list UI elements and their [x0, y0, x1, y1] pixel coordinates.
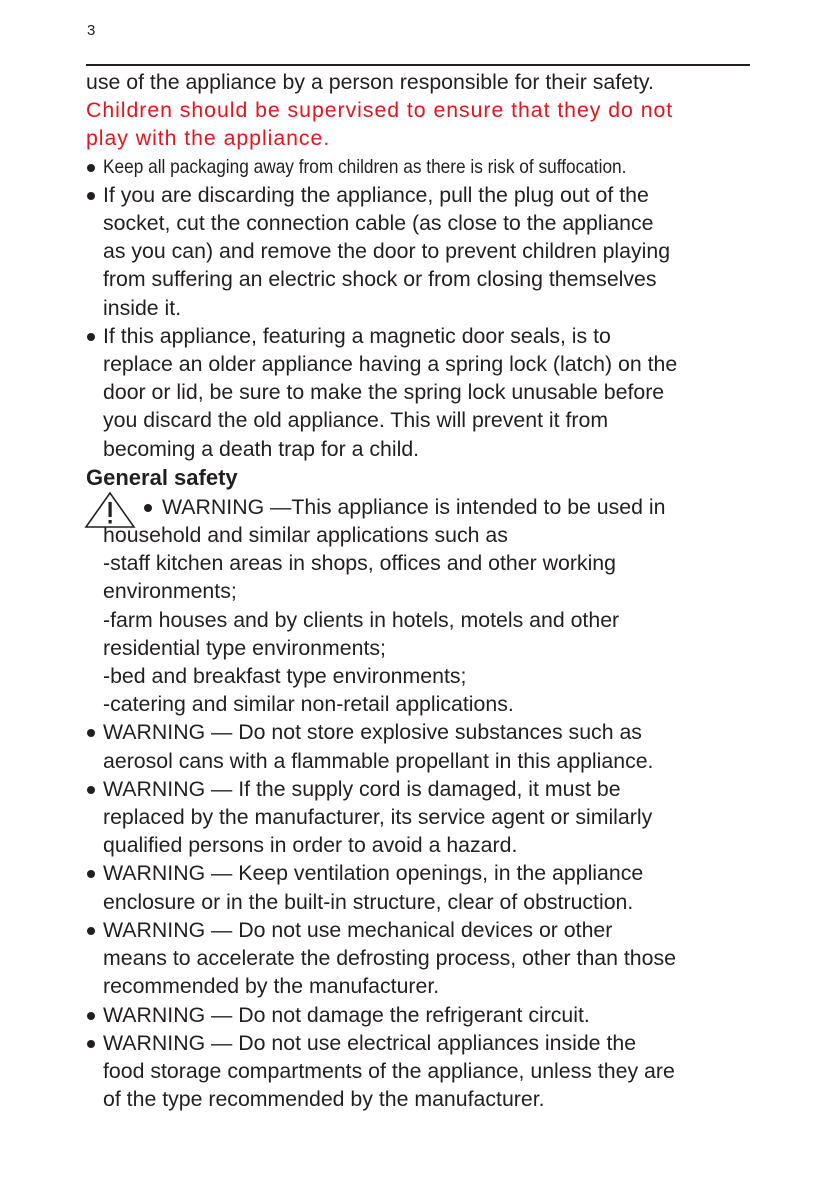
bullet-packaging: [86, 153, 758, 181]
document-body: [86, 68, 758, 1113]
warning-supply-cord: [86, 775, 758, 860]
warning-line: aerosol cans with a flammable propellant in this appliance.: [103, 748, 654, 773]
warning-line: food storage compartments of the appliance, unless they are: [103, 1058, 675, 1083]
warning-line: residential type environments;: [103, 635, 386, 660]
bullet-line: from suffering an electric shock or from closing themselves: [103, 267, 657, 292]
child-supervision-warning-line-1: Children should be supervised to ensure that they do not: [86, 98, 674, 123]
bullet-line: becoming a death trap for a child.: [103, 436, 420, 461]
warning-first-line: WARNING —This appliance is intended to be used in: [162, 494, 666, 519]
bullet-line: If you are discarding the appliance, pull the plug out of the: [103, 182, 649, 207]
bullet-line: door or lid, be sure to make the spring lock unusable before: [103, 380, 665, 405]
warning-line: -staff kitchen areas in shops, offices and other working: [103, 551, 616, 576]
bullet-line: inside it.: [103, 295, 182, 320]
bullet-line: you discard the old appliance. This will prevent it from: [103, 408, 609, 433]
warning-line: qualified persons in order to avoid a hazard.: [103, 833, 518, 858]
warning-line: recommended by the manufacturer.: [103, 974, 440, 999]
warning-line: -catering and similar non-retail applications.: [103, 692, 514, 717]
header-rule: [86, 64, 750, 66]
section-heading-general-safety: General safety: [86, 464, 238, 490]
warning-ventilation: [86, 859, 758, 915]
bullet-discarding: [86, 181, 758, 322]
warning-line: household and similar applications such as: [103, 523, 508, 548]
bullet-text: Keep all packaging away from children as there is risk of suffocation.: [103, 155, 627, 178]
bullet-line: If this appliance, featuring a magnetic door seals, is to: [103, 323, 611, 348]
warning-line: WARNING — Do not use electrical appliances inside the: [103, 1030, 637, 1055]
child-supervision-warning-line-2: play with the appliance.: [86, 126, 331, 151]
bullet-line: socket, cut the connection cable (as close to the appliance: [103, 211, 654, 236]
warning-intended-use: [86, 493, 758, 719]
bullet-line: replace an older appliance having a spring lock (latch) on the: [103, 352, 678, 377]
warning-refrigerant-circuit: [86, 1001, 758, 1029]
warning-line: enclosure or in the built-in structure, clear of obstruction.: [103, 889, 634, 914]
warning-defrosting: [86, 916, 758, 1001]
warning-explosive-substances: [86, 718, 758, 774]
bullet-line: as you can) and remove the door to prevent children playing: [103, 239, 671, 264]
warning-line: of the type recommended by the manufacturer.: [103, 1087, 545, 1112]
warning-line: replaced by the manufacturer, its service agent or similarly: [103, 805, 653, 830]
page-number: 3: [87, 22, 96, 39]
warning-line: means to accelerate the defrosting process, other than those: [103, 946, 676, 971]
warning-line: WARNING — Do not use mechanical devices or other: [103, 917, 613, 942]
warning-line: WARNING — Do not damage the refrigerant circuit.: [103, 1002, 590, 1027]
warning-line: -farm houses and by clients in hotels, motels and other: [103, 607, 620, 632]
bullet-spring-lock: [86, 322, 758, 463]
intro-line: use of the appliance by a person responsible for their safety.: [86, 70, 654, 94]
warning-electrical-appliances: [86, 1029, 758, 1114]
warning-line: WARNING — Keep ventilation openings, in the appliance: [103, 861, 644, 886]
warning-line: WARNING — If the supply cord is damaged, it must be: [103, 776, 621, 801]
warning-line: -bed and breakfast type environments;: [103, 664, 467, 689]
warning-line: environments;: [103, 579, 237, 604]
warning-line: WARNING — Do not store explosive substances such as: [103, 720, 642, 745]
